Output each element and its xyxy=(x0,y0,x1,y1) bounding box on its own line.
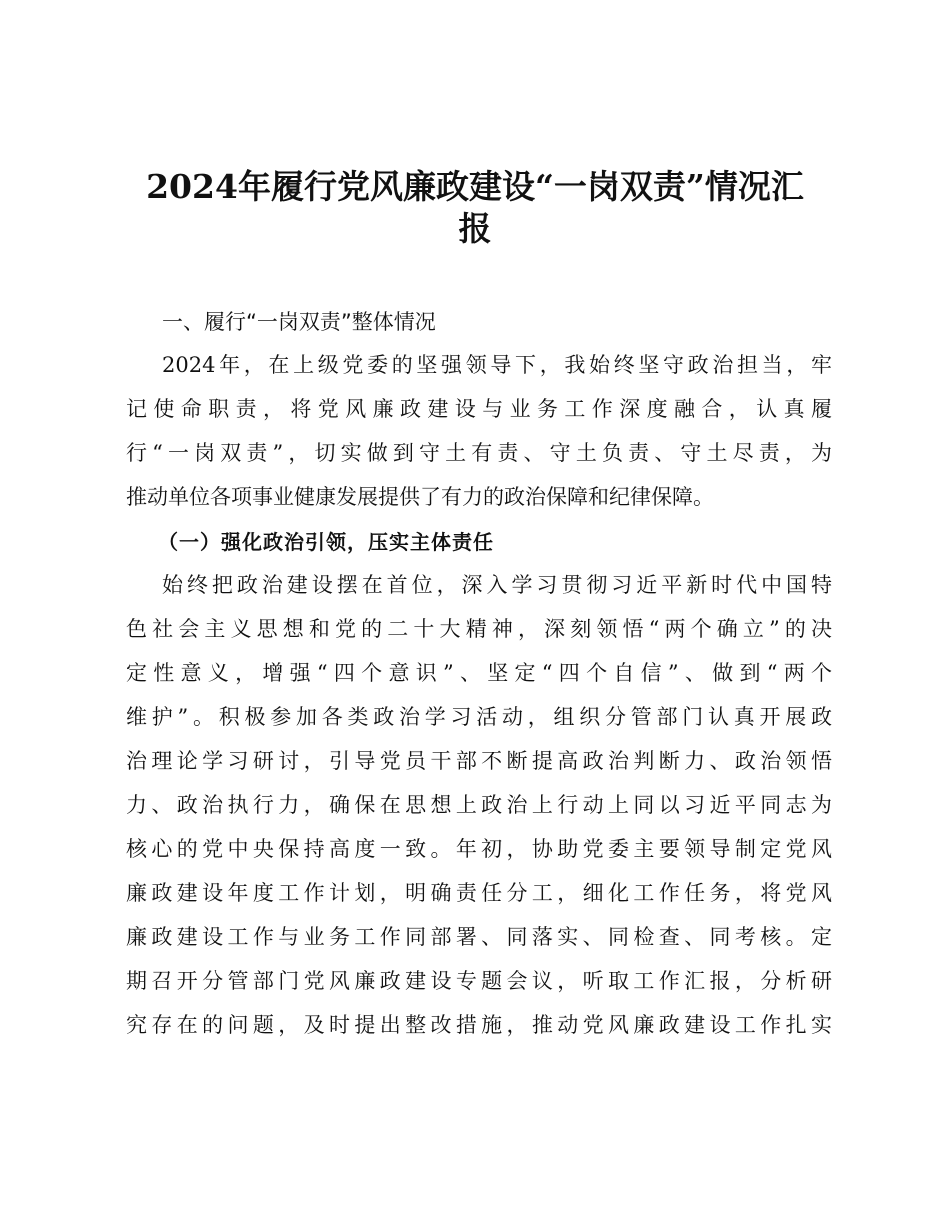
paragraph-line: 定性意义，增强“四个意识”、坚定“四个自信”、做到“两个 xyxy=(126,661,832,685)
paragraph-line: 色社会主义思想和党的二十大精神，深刻领悟“两个确立”的决 xyxy=(126,617,832,641)
paragraph-line: 2024年，在上级党委的坚强领导下，我始终坚守政治担当，牢 xyxy=(162,353,832,377)
paragraph-line: 记使命职责，将党风廉政建设与业务工作深度融合，认真履 xyxy=(126,397,832,421)
document-title-line-2: 报 xyxy=(458,209,492,248)
subsection-heading: （一）强化政治引领，压实主体责任 xyxy=(158,530,494,554)
paragraph-line: 行“一岗双责”，切实做到守土有责、守土负责、守土尽责，为 xyxy=(126,441,832,465)
paragraph-line: 力、政治执行力，确保在思想上政治上行动上同以习近平同志为 xyxy=(126,793,832,817)
paragraph-line: 治理论学习研讨，引导党员干部不断提高政治判断力、政治领悟 xyxy=(126,749,832,773)
paragraph-line: 期召开分管部门党风廉政建设专题会议，听取工作汇报，分析研 xyxy=(126,969,832,993)
paragraph-line: 廉政建设年度工作计划，明确责任分工，细化工作任务，将党风 xyxy=(126,881,832,905)
paragraph-line: 维护”。积极参加各类政治学习活动，组织分管部门认真开展政 xyxy=(126,705,832,729)
document-title-line-1: 2024年履行党风廉政建设“一岗双责”情况汇 xyxy=(146,167,804,206)
paragraph-line: 廉政建设工作与业务工作同部署、同落实、同检查、同考核。定 xyxy=(126,925,832,949)
paragraph-line: 核心的党中央保持高度一致。年初，协助党委主要领导制定党风 xyxy=(126,837,832,861)
paragraph-line: 始终把政治建设摆在首位，深入学习贯彻习近平新时代中国特 xyxy=(162,573,832,597)
paragraph-line: 究存在的问题，及时提出整改措施，推动党风廉政建设工作扎实 xyxy=(126,1013,832,1037)
section-heading: 一、履行“一岗双责”整体情况 xyxy=(162,310,436,334)
paragraph-line: 推动单位各项事业健康发展提供了有力的政治保障和纪律保障。 xyxy=(126,485,714,509)
